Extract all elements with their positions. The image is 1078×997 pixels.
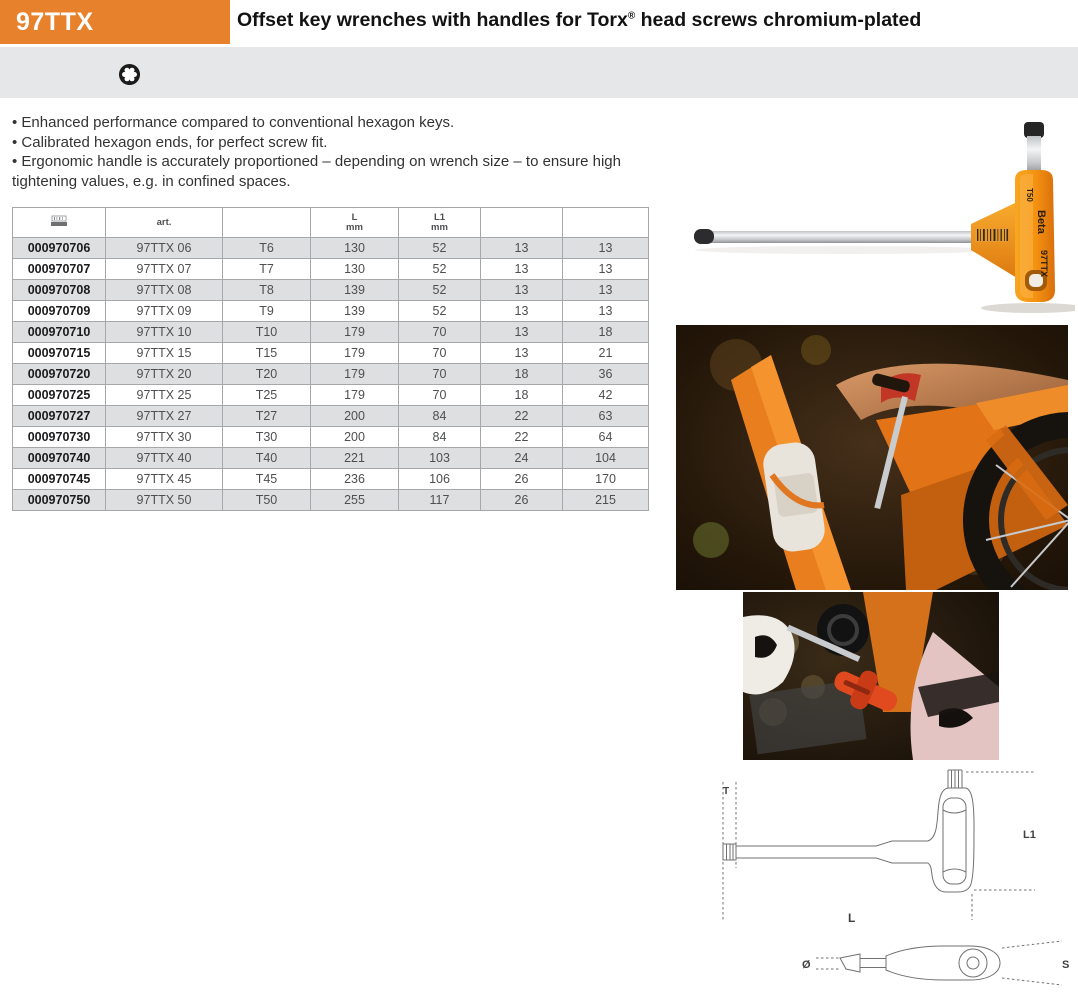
cell-value: 215 — [563, 490, 649, 511]
cell-value: 70 — [399, 322, 481, 343]
cell-value: 200 — [311, 427, 399, 448]
cell-code: 000970727 — [13, 406, 106, 427]
cell-value: 103 — [399, 448, 481, 469]
cell-value: 13 — [481, 259, 563, 280]
cell-value: T9 — [223, 301, 311, 322]
cell-value: 106 — [399, 469, 481, 490]
cell-article: 97TTX 25 — [106, 385, 223, 406]
cell-value: T20 — [223, 364, 311, 385]
col-header-size — [223, 208, 311, 238]
dim-label-l1: L1 — [1023, 829, 1036, 841]
cell-value: 52 — [399, 238, 481, 259]
cell-value: 13 — [563, 238, 649, 259]
cell-value: 84 — [399, 406, 481, 427]
torx-socket-icon — [118, 63, 141, 86]
cell-value: 36 — [563, 364, 649, 385]
cell-code: 000970707 — [13, 259, 106, 280]
cell-code: 000970706 — [13, 238, 106, 259]
cell-value: 236 — [311, 469, 399, 490]
hub — [817, 604, 869, 656]
cell-value: 26 — [481, 490, 563, 511]
cell-value: 179 — [311, 322, 399, 343]
cell-value: 200 — [311, 406, 399, 427]
cell-value: 24 — [481, 448, 563, 469]
spec-table-body — [13, 238, 649, 511]
cell-code: 000970720 — [13, 364, 106, 385]
cell-value: T6 — [223, 238, 311, 259]
cell-value: 13 — [563, 280, 649, 301]
cell-value: 52 — [399, 259, 481, 280]
cell-article: 97TTX 20 — [106, 364, 223, 385]
cell-value: 21 — [563, 343, 649, 364]
feature-item: • Enhanced performance compared to conventional hexagon keys. — [12, 114, 455, 131]
col-header-blank-2 — [563, 208, 649, 238]
page-title: Offset key wrenches with handles for Torx® head screws chromium-plated — [237, 9, 922, 31]
registered-mark: ® — [627, 10, 636, 22]
cell-value: 13 — [563, 301, 649, 322]
cell-value: T30 — [223, 427, 311, 448]
cell-value: T10 — [223, 322, 311, 343]
cell-value: T40 — [223, 448, 311, 469]
barcode-icon — [51, 215, 67, 227]
col-header-art: art. — [106, 208, 223, 238]
dim-label-s: S — [1062, 959, 1070, 971]
diagram-side-view — [690, 768, 1078, 930]
col-header-blank-1 — [481, 208, 563, 238]
table-row — [13, 259, 649, 280]
cell-code: 000970745 — [13, 469, 106, 490]
cell-value: 139 — [311, 301, 399, 322]
wrench-shaft — [711, 231, 973, 243]
brand-marking: Beta — [1035, 210, 1047, 234]
cell-value: T8 — [223, 280, 311, 301]
cell-value: T45 — [223, 469, 311, 490]
cell-value: 13 — [481, 343, 563, 364]
cell-value: 18 — [481, 364, 563, 385]
cell-value: 13 — [481, 238, 563, 259]
model-marking: 97TTX — [1039, 250, 1049, 278]
cell-value: 84 — [399, 427, 481, 448]
table-row — [13, 343, 649, 364]
cell-value: 179 — [311, 364, 399, 385]
cell-article: 97TTX 08 — [106, 280, 223, 301]
table-row — [13, 490, 649, 511]
category-band — [0, 47, 1078, 98]
cell-article: 97TTX 30 — [106, 427, 223, 448]
cell-article: 97TTX 06 — [106, 238, 223, 259]
cell-article: 97TTX 45 — [106, 469, 223, 490]
table-row — [13, 238, 649, 259]
torx-bit-top — [1024, 122, 1044, 138]
ball-point-tip — [694, 229, 714, 244]
cell-code: 000970750 — [13, 490, 106, 511]
table-row — [13, 301, 649, 322]
cell-value: T25 — [223, 385, 311, 406]
cell-article: 97TTX 15 — [106, 343, 223, 364]
cell-value: 52 — [399, 301, 481, 322]
product-code-banner — [0, 0, 230, 44]
cell-article: 97TTX 40 — [106, 448, 223, 469]
cell-value: 70 — [399, 385, 481, 406]
cell-code: 000970715 — [13, 343, 106, 364]
cell-value: 170 — [563, 469, 649, 490]
cell-value: 70 — [399, 343, 481, 364]
cell-value: T50 — [223, 490, 311, 511]
feature-item: • Ergonomic handle is accurately proportioned – depending on wrench size – to ensure high tightening values, e.g. in confined spaces. — [12, 153, 621, 190]
cell-article: 97TTX 09 — [106, 301, 223, 322]
dim-label-t: T — [722, 786, 730, 797]
cell-value: 13 — [481, 322, 563, 343]
cell-value: 18 — [481, 385, 563, 406]
cell-value: 13 — [563, 259, 649, 280]
dim-label-diameter: Ø — [802, 959, 811, 971]
cell-code: 000970730 — [13, 427, 106, 448]
cell-value: 255 — [311, 490, 399, 511]
cell-value: 64 — [563, 427, 649, 448]
col-header-l1: L1 mm — [399, 208, 481, 238]
cell-value: T15 — [223, 343, 311, 364]
table-row — [13, 280, 649, 301]
table-row — [13, 427, 649, 448]
cell-value: 179 — [311, 385, 399, 406]
cell-value: 42 — [563, 385, 649, 406]
col-header-ean — [13, 208, 106, 238]
cell-value: 26 — [481, 469, 563, 490]
cell-article: 97TTX 07 — [106, 259, 223, 280]
cell-code: 000970725 — [13, 385, 106, 406]
cell-value: 52 — [399, 280, 481, 301]
cell-value: 13 — [481, 280, 563, 301]
cell-value: 13 — [481, 301, 563, 322]
cell-value: 179 — [311, 343, 399, 364]
cell-code: 000970709 — [13, 301, 106, 322]
photo-shadow — [981, 303, 1075, 313]
diagram-top-view — [690, 928, 1078, 994]
handle-barcode — [975, 228, 1009, 242]
cell-value: 70 — [399, 364, 481, 385]
cell-value: 22 — [481, 406, 563, 427]
cell-value: T27 — [223, 406, 311, 427]
dim-label-l: L — [848, 911, 856, 925]
cell-value: T7 — [223, 259, 311, 280]
photo-bike-repair-2 — [743, 592, 999, 760]
cell-code: 000970710 — [13, 322, 106, 343]
cell-article: 97TTX 10 — [106, 322, 223, 343]
cell-article: 97TTX 50 — [106, 490, 223, 511]
cell-article: 97TTX 27 — [106, 406, 223, 427]
cell-code: 000970740 — [13, 448, 106, 469]
cell-code: 000970708 — [13, 280, 106, 301]
feature-list — [12, 113, 667, 191]
table-row — [13, 385, 649, 406]
product-photo-97ttx — [675, 110, 1075, 315]
table-header-row — [13, 208, 649, 238]
cell-value: 117 — [399, 490, 481, 511]
cell-value: 221 — [311, 448, 399, 469]
photo-bike-repair-1 — [676, 325, 1068, 590]
table-row — [13, 322, 649, 343]
table-row — [13, 448, 649, 469]
cell-value: 22 — [481, 427, 563, 448]
table-row — [13, 406, 649, 427]
table-row — [13, 364, 649, 385]
cell-value: 63 — [563, 406, 649, 427]
cell-value: 139 — [311, 280, 399, 301]
cell-value: 18 — [563, 322, 649, 343]
cell-value: 130 — [311, 238, 399, 259]
table-row — [13, 469, 649, 490]
spec-table — [12, 207, 649, 511]
size-marking: T50 — [1025, 188, 1034, 202]
product-code: 97TTX — [16, 7, 94, 36]
cell-value: 104 — [563, 448, 649, 469]
cell-value: 130 — [311, 259, 399, 280]
col-header-l: L mm — [311, 208, 399, 238]
feature-item: • Calibrated hexagon ends, for perfect screw fit. — [12, 133, 328, 151]
